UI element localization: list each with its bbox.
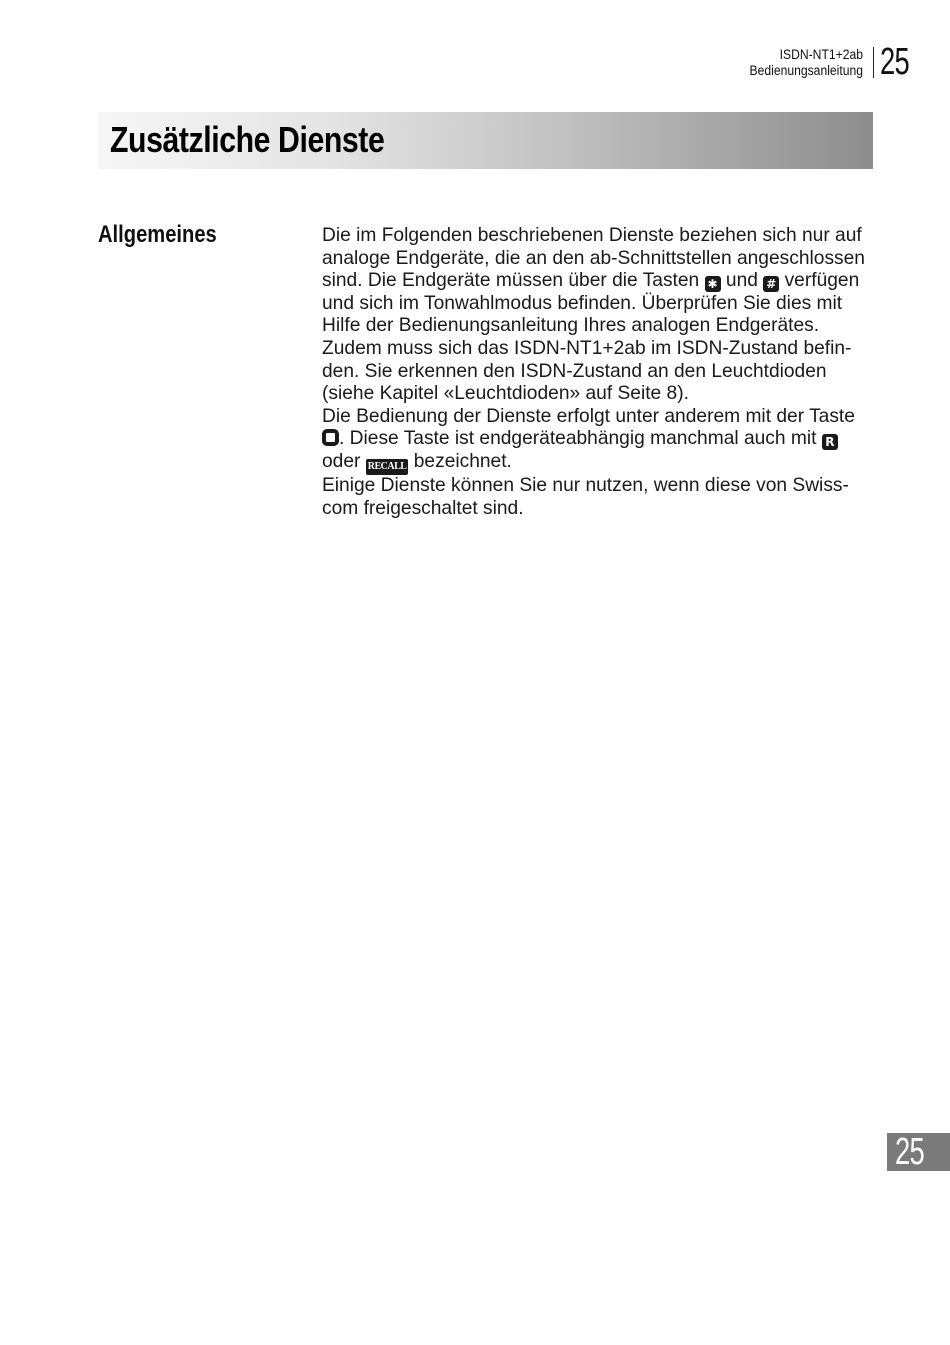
paragraph-2: Zudem muss sich das ISDN-NT1+2ab im ISDN-Zustand befinden. Sie erkennen den ISDN-Zustand an den Leuchtdioden (siehe Kapitel «Leuchtdioden» auf Seite 8). bbox=[322, 337, 852, 405]
header-product: ISDN-NT1+2ab bbox=[779, 47, 863, 62]
header-divider bbox=[873, 47, 874, 78]
r-key-icon: R bbox=[822, 434, 838, 450]
section-body bbox=[322, 225, 874, 520]
title-banner bbox=[98, 112, 873, 169]
page-title: Zusätzliche Dienste bbox=[110, 119, 385, 160]
running-header bbox=[575, 47, 863, 79]
header-manual: Bedienungsanleitung bbox=[749, 63, 863, 78]
paragraph-1: Die im Folgenden beschriebenen Dienste beziehen sich nur auf analoge Endgeräte, die an den ab-Schnittstellen angeschlossen sind. Die Endgeräte müssen über die Tasten ✱ und # verfügen und sich im Tonwahlmodus befinden. Überprüfen Sie dies mit Hilfe der Bedienungsanleitung Ihres analogen Endgerätes. bbox=[322, 225, 865, 337]
recall-key-icon: RECALL bbox=[366, 459, 409, 475]
page-tab-number: 25 bbox=[895, 1131, 925, 1173]
paragraph-4: Einige Dienste können Sie nur nutzen, wenn diese von Swisscom freigeschaltet sind. bbox=[322, 474, 849, 519]
hash-key-icon: # bbox=[763, 276, 779, 292]
page-tab bbox=[887, 1133, 950, 1171]
paragraph-3: Die Bedienung der Dienste erfolgt unter anderem mit der Taste . Diese Taste ist endgeräteabhängig manchmal auch mit R oder RECALL bezeichnet. bbox=[322, 406, 874, 475]
flash-key-icon bbox=[322, 429, 339, 446]
star-key-icon: ✱ bbox=[705, 276, 721, 292]
section-label: Allgemeines bbox=[98, 221, 217, 248]
header-page-number: 25 bbox=[880, 41, 910, 83]
